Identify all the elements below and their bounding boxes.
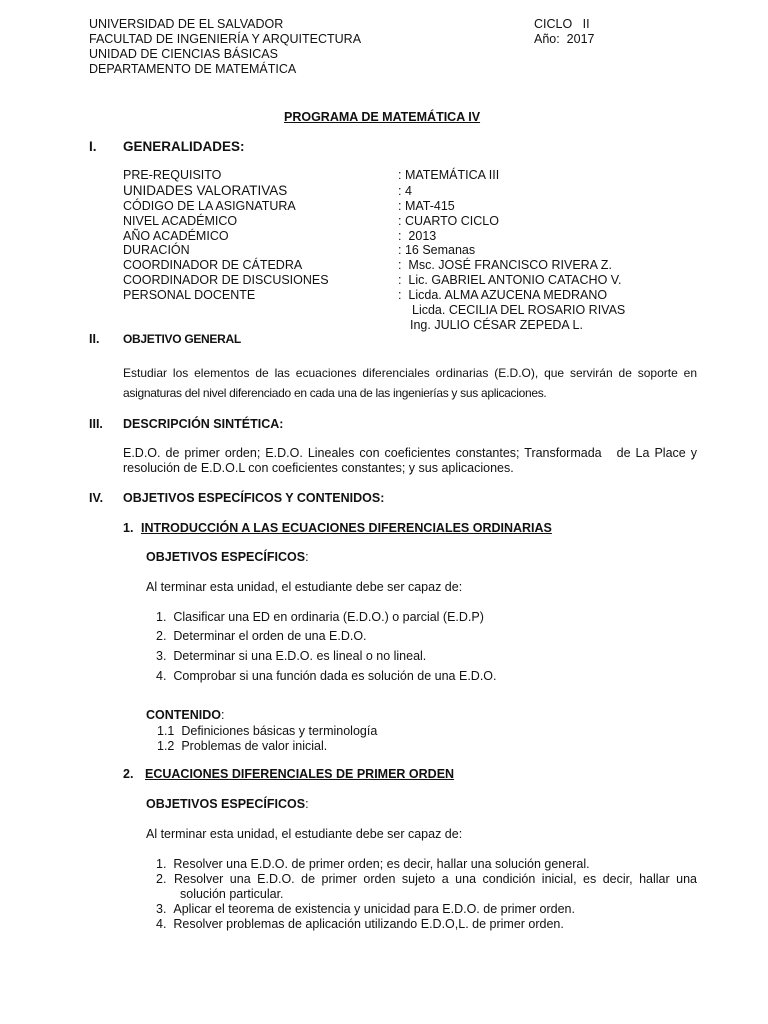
objetivos-label-colon: : — [305, 550, 309, 564]
institution-name: UNIVERSIDAD DE EL SALVADOR — [89, 17, 284, 31]
list-item-text: Resolver problemas de aplicación utilizando E.D.O,L. de primer orden. — [173, 917, 564, 931]
descripcion-line: resolución de E.D.O.L con coeficientes constantes; y sus aplicaciones. — [123, 461, 514, 475]
faculty-name: FACULTAD DE INGENIERÍA Y ARQUITECTURA — [89, 32, 362, 46]
unit-intro: Al terminar esta unidad, el estudiante debe ser capaz de: — [146, 580, 463, 594]
unit-name: UNIDAD DE CIENCIAS BÁSICAS — [89, 47, 278, 61]
content-item — [157, 725, 377, 738]
unit-title: ECUACIONES DIFERENCIALES DE PRIMER ORDEN — [145, 767, 455, 781]
field-label: DURACIÓN — [123, 243, 190, 257]
docente-extra: Ing. JULIO CÉSAR ZEPEDA L. — [410, 318, 583, 332]
year-label: Año: 2017 — [534, 32, 595, 46]
contenido-label — [146, 709, 224, 722]
descripcion-line: E.D.O. de primer orden; E.D.O. Lineales con coeficientes constantes; Transformada de La Place y — [123, 446, 697, 460]
document-title: PROGRAMA DE MATEMÁTICA IV — [284, 110, 481, 124]
section-number: IV. — [89, 491, 104, 505]
field-value: : 2013 — [398, 229, 437, 243]
field-value: : CUARTO CICLO — [398, 214, 499, 228]
field-label: CÓDIGO DE LA ASIGNATURA — [123, 199, 296, 213]
docente-extra: Licda. CECILIA DEL ROSARIO RIVAS — [412, 303, 626, 317]
section-number: III. — [89, 417, 103, 431]
section-number: II. — [89, 332, 100, 346]
list-item-text: Resolver una E.D.O. de primer orden; es decir, hallar una solución general. — [173, 857, 590, 871]
list-item: 1. Clasificar una ED en ordinaria (E.D.O.) o parcial (E.D.P) — [156, 610, 484, 624]
list-item-text: Determinar el orden de una E.D.O. — [173, 629, 367, 643]
list-item: 3. Aplicar el teorema de existencia y unicidad para E.D.O. de primer orden. — [156, 902, 575, 916]
content-item-number: 1.1 — [157, 724, 175, 738]
content-item-text: Definiciones básicas y terminología — [181, 724, 378, 738]
content-item-number: 1.2 — [157, 739, 175, 753]
objetivos-label — [146, 551, 309, 564]
contenido-label-text: CONTENIDO — [146, 708, 221, 722]
field-label: PERSONAL DOCENTE — [123, 288, 256, 302]
objetivos-label-text: OBJETIVOS ESPECÍFICOS — [146, 797, 306, 811]
list-item-text: Determinar si una E.D.O. es lineal o no lineal. — [173, 649, 427, 663]
field-label: UNIDADES VALORATIVAS — [123, 183, 288, 198]
unit-number: 1. — [123, 521, 134, 535]
content-item-text: Problemas de valor inicial. — [181, 739, 328, 753]
field-value: : 4 — [398, 184, 412, 198]
list-item: 1. Resolver una E.D.O. de primer orden; es decir, hallar una solución general. — [156, 857, 590, 871]
section-title: OBJETIVOS ESPECÍFICOS Y CONTENIDOS: — [123, 491, 385, 505]
unit-title: INTRODUCCIÓN A LAS ECUACIONES DIFERENCIALES ORDINARIAS — [141, 521, 552, 535]
cycle-label: CICLO II — [534, 17, 590, 31]
list-item: 4. Resolver problemas de aplicación utilizando E.D.O,L. de primer orden. — [156, 917, 564, 931]
unit-intro: Al terminar esta unidad, el estudiante debe ser capaz de: — [146, 827, 463, 841]
list-item: 4. Comprobar si una función dada es solución de una E.D.O. — [156, 669, 497, 683]
list-item-text: Comprobar si una función dada es solución de una E.D.O. — [173, 669, 497, 683]
field-value: : Licda. ALMA AZUCENA MEDRANO — [398, 288, 608, 302]
field-label: NIVEL ACADÉMICO — [123, 214, 238, 228]
content-item — [157, 740, 327, 753]
objetivos-label-text: OBJETIVOS ESPECÍFICOS — [146, 550, 306, 564]
list-item: 3. Determinar si una E.D.O. es lineal o no lineal. — [156, 649, 427, 663]
list-item-number: 2. — [156, 872, 167, 886]
field-label: COORDINADOR DE CÁTEDRA — [123, 258, 303, 272]
field-label: COORDINADOR DE DISCUSIONES — [123, 273, 329, 287]
list-item: 2. Determinar el orden de una E.D.O. — [156, 629, 367, 643]
section-title: GENERALIDADES: — [123, 139, 245, 154]
objetivo-general-line: asignaturas del nivel diferenciado en cada una de las ingenierías y sus aplicaciones. — [123, 386, 547, 400]
list-item-text: Aplicar el teorema de existencia y unicidad para E.D.O. de primer orden. — [173, 902, 575, 916]
field-value: : MATEMÁTICA III — [398, 168, 500, 182]
list-item-continuation: solución particular. — [180, 887, 284, 901]
objetivo-general-line: Estudiar los elementos de las ecuaciones diferenciales ordinarias (E.D.O), que servirán de soporte en — [123, 366, 697, 380]
list-item-text: Clasificar una ED en ordinaria (E.D.O.) o parcial (E.D.P) — [173, 610, 484, 624]
section-title: OBJETIVO GENERAL — [123, 332, 241, 346]
objetivos-label-colon: : — [305, 797, 309, 811]
field-value: : Lic. GABRIEL ANTONIO CATACHO V. — [398, 273, 622, 287]
field-value: : 16 Semanas — [398, 243, 476, 257]
department-name: DEPARTAMENTO DE MATEMÁTICA — [89, 62, 297, 76]
field-label: PRE-REQUISITO — [123, 168, 222, 182]
field-value: : Msc. JOSÉ FRANCISCO RIVERA Z. — [398, 258, 612, 272]
field-value: : MAT-415 — [398, 199, 455, 213]
list-item-text: Resolver una E.D.O. de primer orden sujeto a una condición inicial, es decir, hallar una — [174, 872, 697, 886]
field-label: AÑO ACADÉMICO — [123, 229, 229, 243]
contenido-label-colon: : — [221, 708, 225, 722]
objetivos-label — [146, 798, 309, 811]
section-number: I. — [89, 139, 97, 154]
unit-number: 2. — [123, 767, 134, 781]
section-title: DESCRIPCIÓN SINTÉTICA: — [123, 417, 284, 431]
